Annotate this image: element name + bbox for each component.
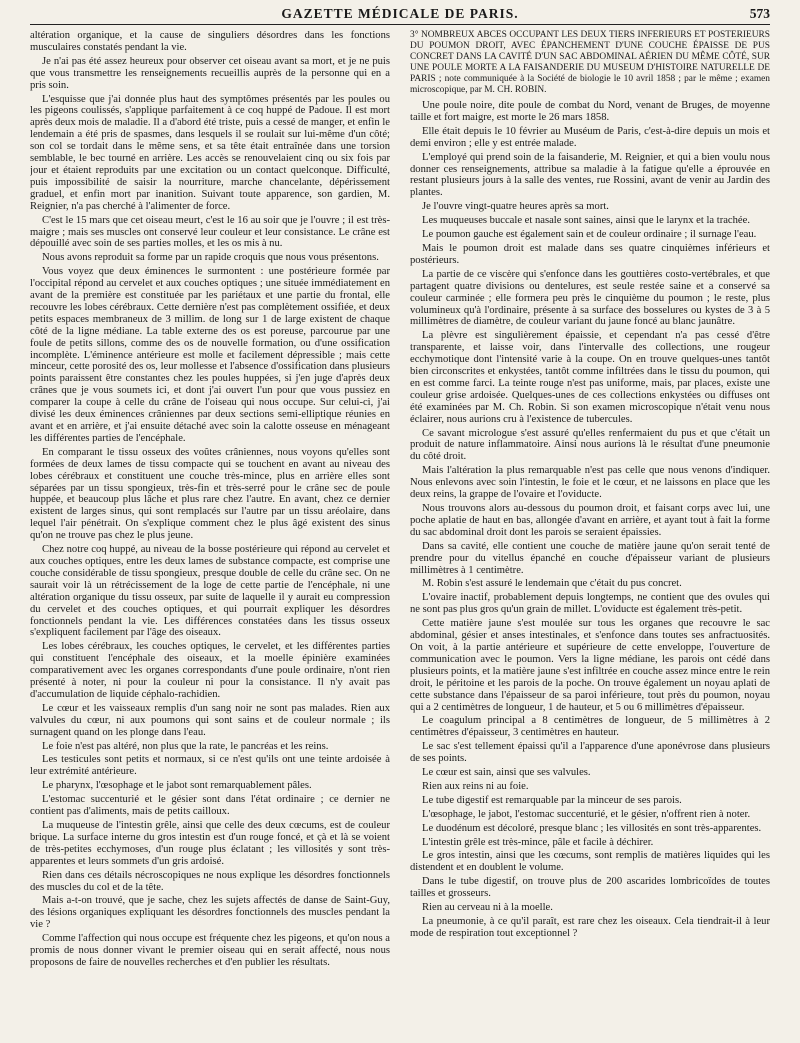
- body-paragraph: Ce savant micrologue s'est assuré qu'elles renfermaient du pus et que c'était un produit de nature inflammatoire. Ainsi nous aurions là le résultat d'une pneumonie du côté droit.: [410, 427, 770, 463]
- body-paragraph: C'est le 15 mars que cet oiseau meurt, c'est le 16 au soir que je l'ouvre ; il est très-maigre ; mais ses muscles ont conservé leur couleur et leur consistance. Le crâne est dépouillé avec soin de ses parties molles, et les os mis à nu.: [30, 214, 390, 250]
- case-heading: 3° NOMBREUX ABCÈS OCCUPANT LES DEUX TIERS INFÉRIEURS ET POSTÉRIEURS DU POUMON DROIT, AVEC ÉPANCHEMENT D'UNE COUCHE ÉPAISSE DE PUS CONCRET DANS LA CAVITÉ D'UN SAC ABDOMINAL AÉRIEN DU MÊME CÔTÉ, SUR UNE POULE MORTE A LA FAISANDERIE DU MUSEUM D'HISTOIRE NATURELLE DE PARIS ; note communiquée à la Société de biologie le 10 avril 1858 ; par le même ; examen microscopique, par M. CH. ROBIN.: [410, 30, 770, 95]
- body-paragraph: Le cœur est sain, ainsi que ses valvules.: [422, 767, 591, 779]
- body-paragraph: Dans sa cavité, elle contient une couche de matière jaune qu'on serait tenté de prendre pour du vitellus épanché en couche d'épaisseur variant de plusieurs millimètres à 1 centimètre.: [410, 540, 770, 576]
- body-paragraph: Rien dans ces détails nécroscopiques ne nous explique les désordres fonctionnels des muscles du col et de la tête.: [30, 869, 390, 893]
- body-paragraph: altération organique, et la cause de singuliers désordres dans les fonctions musculaires constatés pendant la vie.: [30, 30, 390, 53]
- body-paragraph: Les muqueuses buccale et nasale sont saines, ainsi que le larynx et la trachée.: [422, 215, 750, 227]
- body-paragraph: Comme l'affection qui nous occupe est fréquente chez les pigeons, et qu'on nous a promis de nous donner vivant le premier oiseau qui en serait affecté, nous nous proposons de faire de nouvelles recherches et d'en publier les résultats.: [30, 933, 390, 968]
- body-paragraph: Le pharynx, l'œsophage et le jabot sont remarquablement pâles.: [42, 780, 312, 792]
- body-paragraph: La partie de ce viscère qui s'enfonce dans les gouttières costo-vertébrales, et que partagent quatre divisions ou dentelures, est seule restée saine et a conservé sa couleur carminée ; elle formera peu près le cinquième du poumon ; le reste, plus volumineux qu'à l'ordinaire, présente à sa surface des bosselures ou kystes de 3 à 5 millimètres de diamètre, de couleur variant du jaune foncé au blanc jaunâtre.: [410, 268, 770, 328]
- body-paragraph: Nous avons reproduit sa forme par un rapide croquis que nous vous présentons.: [42, 252, 379, 264]
- body-paragraph: Le foie n'est pas altéré, non plus que la rate, le pancréas et les reins.: [42, 740, 329, 752]
- body-paragraph: En comparant le tissu osseux des voûtes crâniennes, nous voyons qu'elles sont formées de deux lames de tissu compacte qui se touchent en avant au niveau des lobes cérébraux et constituent une couche très-mince, plus en arrière elles sont séparées par un tissu spongieux, très-fin et très-serré pour le crâne sec de poule huppée, et beaucoup plus lâche et plus rare chez l'autre. En avant, chez ce dernier existent de larges sinus, qui sont remplacés sur l'autre par un tissu aréolaire, dans lequel l'air pénétrait. On s'explique comment chez le plus âgé existent des sinus qu'on ne trouve pas chez le plus jeune.: [30, 446, 390, 542]
- body-paragraph: Je l'ouvre vingt-quatre heures après sa mort.: [422, 201, 609, 213]
- page-header: [30, 4, 770, 25]
- page-number: 573: [749, 6, 770, 21]
- body-paragraph: L'employé qui prend soin de la faisanderie, M. Reignier, et qui a bien voulu nous donner ces renseignements, attribue sa maladie à la fatigue qu'elle a éprouvée en restant plusieurs jours à la salle des ventes, rue Rossini, avant de venir au Jardin des plantes.: [410, 151, 770, 199]
- body-paragraph: Je n'ai pas été assez heureux pour observer cet oiseau avant sa mort, et je ne puis que vous transmettre les renseignements recueillis auprès de la personne qui en a pris soin.: [30, 55, 390, 91]
- body-paragraph: Mais a-t-on trouvé, que je sache, chez les sujets affectés de danse de Saint-Guy, des lésions organiques expliquant les désordres fonctionnels des muscles pendant la vie ?: [30, 895, 390, 931]
- left-column: [30, 30, 390, 1035]
- article-columns: [30, 30, 770, 1035]
- body-paragraph: Les testicules sont petits et normaux, si ce n'est qu'ils ont une teinte ardoisée à leur extrémité antérieure.: [30, 754, 390, 778]
- body-paragraph: Elle était depuis le 10 février au Muséum de Paris, c'est-à-dire depuis un mois et demi environ ; elle y est entrée malade.: [410, 125, 770, 149]
- body-paragraph: Nous trouvons alors au-dessous du poumon droit, et faisant corps avec lui, une poche aplatie de haut en bas, allongée d'avant en arrière, et ayant tout à fait la forme du sac abdominal droit dont les parois se seraient épaissies.: [410, 503, 770, 538]
- body-paragraph: Rien aux reins ni au foie.: [422, 780, 529, 792]
- body-paragraph: Le sac s'est tellement épaissi qu'il a l'apparence d'une aponévrose dans plusieurs de ses points.: [410, 741, 770, 765]
- body-paragraph: Chez notre coq huppé, au niveau de la bosse postérieure qui répond au cervelet et aux couches optiques, entre les deux lames de substance compacte, est comprise une couche considérable de tissu spongieux, presque double de celle du crâne sec. On ne saurait voir là un rétrécissement de la loge de cette partie de l'encéphale, ni une altération organique du tissu osseux, par suite de laquelle il y aurait eu compression du cervelet et des couches optiques, et qui pourrait expliquer les désordres fonctionnels pendant la vie. Les différences constatées dans les tissus osseux s'expliquent facilement par l'âge des oiseaux.: [30, 544, 390, 639]
- body-paragraph: Le duodénum est décoloré, presque blanc ; les villosités en sont très-apparentes.: [422, 822, 762, 834]
- body-paragraph: Mais le poumon droit est malade dans ses quatre cinquièmes inférieurs et postérieurs.: [410, 242, 770, 266]
- body-paragraph: Le gros intestin, ainsi que les cœcums, sont remplis de matières liquides qui les distendent et en doublent le volume.: [410, 850, 770, 874]
- body-paragraph: Une poule noire, dite poule de combat du Nord, venant de Bruges, de moyenne taille et fort maigre, est morte le 26 mars 1858.: [410, 100, 770, 123]
- body-paragraph: Le poumon gauche est également sain et de couleur ordinaire ; il surnage l'eau.: [422, 229, 757, 241]
- body-paragraph: M. Robin s'est assuré le lendemain que c'était du pus concret.: [422, 578, 682, 590]
- body-paragraph: La plèvre est singulièrement épaissie, et cependant n'a pas cessé d'être transparente, et laisse voir, dans l'intervalle des collections, une rougeur ecchymotique dont l'intensité varie à la coupe. On en trouve quelques-unes tantôt bien circonscrites et enkystées, tantôt comme infiltrées dans le tissu du poumon, qui en est comme farci. La teinte rouge n'est pas uniforme, mais, par places, existe une couleur grise ardoisée. Quelques-unes de ces collections enkystées ou diffuses ont été examinées par M. Ch. Robin. Si son examen microscopique n'était venu nous éclairer, nous aurions cru à l'existence de tubercules.: [410, 330, 770, 425]
- body-paragraph: La pneumonie, à ce qu'il paraît, est rare chez les oiseaux. Cela tiendrait-il à leur mode de respiration tout exceptionnel ?: [410, 916, 770, 939]
- body-paragraph: Vous voyez que deux éminences le surmontent : une postérieure formée par l'occipital répond au cervelet et aux couches optiques ; une située immédiatement en avant de la première est constituée par les pariétaux et une partie du frontal, elle recouvre les lobes cérébraux. Cette dernière n'est pas complètement ossifiée, et deux petits espaces membraneux de 3 millim. de long sur 1 de large existent de chaque côté de la ligne médiane. La table externe des os est poreuse, parcourue par une foule de petits sillons, comme des os de nouvelle formation, ou d'une ossification incomplète. L'éminence antérieure est molle et facilement dépressible ; mais cette minceur, cette porosité des os, leur mollesse et l'absence d'ossification dans plusieurs points paraissent être constantes chez les poules huppées, si j'en juge d'après deux crânes que je vous soumets ici, et dont j'ai ouvert l'un pour que vous pussiez en comparer la coupe à celle du crâne de l'oiseau qui nous occupe. Sur celui-ci, j'ai divisé les deux éminences crâniennes par deux sections semi-elliptique réunies en avant et en arrière, et j'ai ensuite détaché avec soin la calotte osseuse en ménageant les différentes parties de l'encéphale.: [30, 266, 390, 444]
- body-paragraph: Les lobes cérébraux, les couches optiques, le cervelet, et les différentes parties qui constituent l'encéphale des oiseaux, et la moelle épinière examinées comparativement avec les organes correspondants d'une poule ordinaire, n'ont rien présenté à noter, ni pour la couleur ni pour la consistance. Il n'y avait pas d'accumulation de liquide céphalo-rachidien.: [30, 641, 390, 700]
- body-paragraph: Le cœur et les vaisseaux remplis d'un sang noir ne sont pas malades. Rien aux valvules du cœur, ni aux poumons qui sont sains et de couleur normale ; ils surnagent quand on les plonge dans l'eau.: [30, 702, 390, 738]
- body-paragraph: L'esquisse que j'ai donnée plus haut des symptômes présentés par les poules ou les pigeons coulissés, s'applique parfaitement à ce coq huppé de Padoue. Il est mort après deux mois de maladie. Il a d'abord été triste, puis a cessé de manger, et enfin le lendemain a été pris de spasmes, dans lesquels il se roulait sur lui-même d'un côté; son col se tordait dans le même sens, et sa tête était entraînée dans une torsion semblable, le bec tourné en arrière. Les accès se renouvelaient cinq ou six fois par jour et étaient reproduits par une excitation ou un contact quelconque. Difficulté, puis impossibilité de saisir la nourriture, marche chancelante, dépérissement graduel, et enfin mort par inanition. Suivant toute apparence, son gardien, M. Reignier, n'a pas cherché à l'alimenter de force.: [30, 93, 390, 212]
- body-paragraph: L'ovaire inactif, probablement depuis longtemps, ne contient que des ovules qui ne sont pas plus gros qu'un grain de millet. L'oviducte est également très-petit.: [410, 592, 770, 616]
- body-paragraph: Mais l'altération la plus remarquable n'est pas celle que nous venons d'indiquer. Nous enlevons avec soin l'intestin, le foie et le cœur, et ne laissons en place que les deux reins, la grappe de l'ovaire et l'oviducte.: [410, 465, 770, 501]
- body-paragraph: Cette matière jaune s'est moulée sur tous les organes que recouvre le sac abdominal, gésier et anses intestinales, et s'enfonce dans toutes ses anfractuosités. On voit, à la partie antérieure et supérieure de cette enveloppe, l'ouverture de communication avec le poumon. Vers la ligne médiane, les parois ont cédé dans plusieurs points, et la matière jaune s'est infiltrée en couche assez mince entre le rein droit, le péritoine et les parois de la poche. On trouve également un noyau aplati de cette substance dans l'épaisseur de sa paroi inférieure, tout près du poumon, noyau qui a 2 centimètres de longueur, 1 de hauteur, et 5 ou 6 millimètres d'épaisseur.: [410, 618, 770, 713]
- right-column: [410, 30, 770, 1035]
- body-paragraph: Le tube digestif est remarquable par la minceur de ses parois.: [422, 794, 682, 806]
- body-paragraph: Dans le tube digestif, on trouve plus de 200 ascarides lombricoïdes de toutes tailles et grosseurs.: [410, 876, 770, 900]
- body-paragraph: Le coagulum principal a 8 centimètres de longueur, de 5 millimètres à 2 centimètres d'épaisseur, 3 centimètres en hauteur.: [410, 715, 770, 739]
- body-paragraph: L'intestin grêle est très-mince, pâle et facile à déchirer.: [422, 836, 654, 848]
- journal-title: GAZETTE MÉDICALE DE PARIS.: [281, 6, 519, 21]
- body-paragraph: Rien au cerveau ni à la moelle.: [422, 902, 553, 914]
- body-paragraph: La muqueuse de l'intestin grêle, ainsi que celle des deux cœcums, est de couleur brique. La surface interne du gros intestin est d'un rouge foncé, et çà et là se voient de très-petites ecchymoses, d'un rouge plus éclatant ; les villosités y sont très-apparentes et leurs sommets d'un gris ardoisé.: [30, 820, 390, 867]
- body-paragraph: L'œsophage, le jabot, l'estomac succenturié, et le gésier, n'offrent rien à noter.: [422, 808, 751, 820]
- body-paragraph: L'estomac succenturié et le gésier sont dans l'état ordinaire ; ce dernier ne contient pas d'aliments, mais de petits cailloux.: [30, 794, 390, 818]
